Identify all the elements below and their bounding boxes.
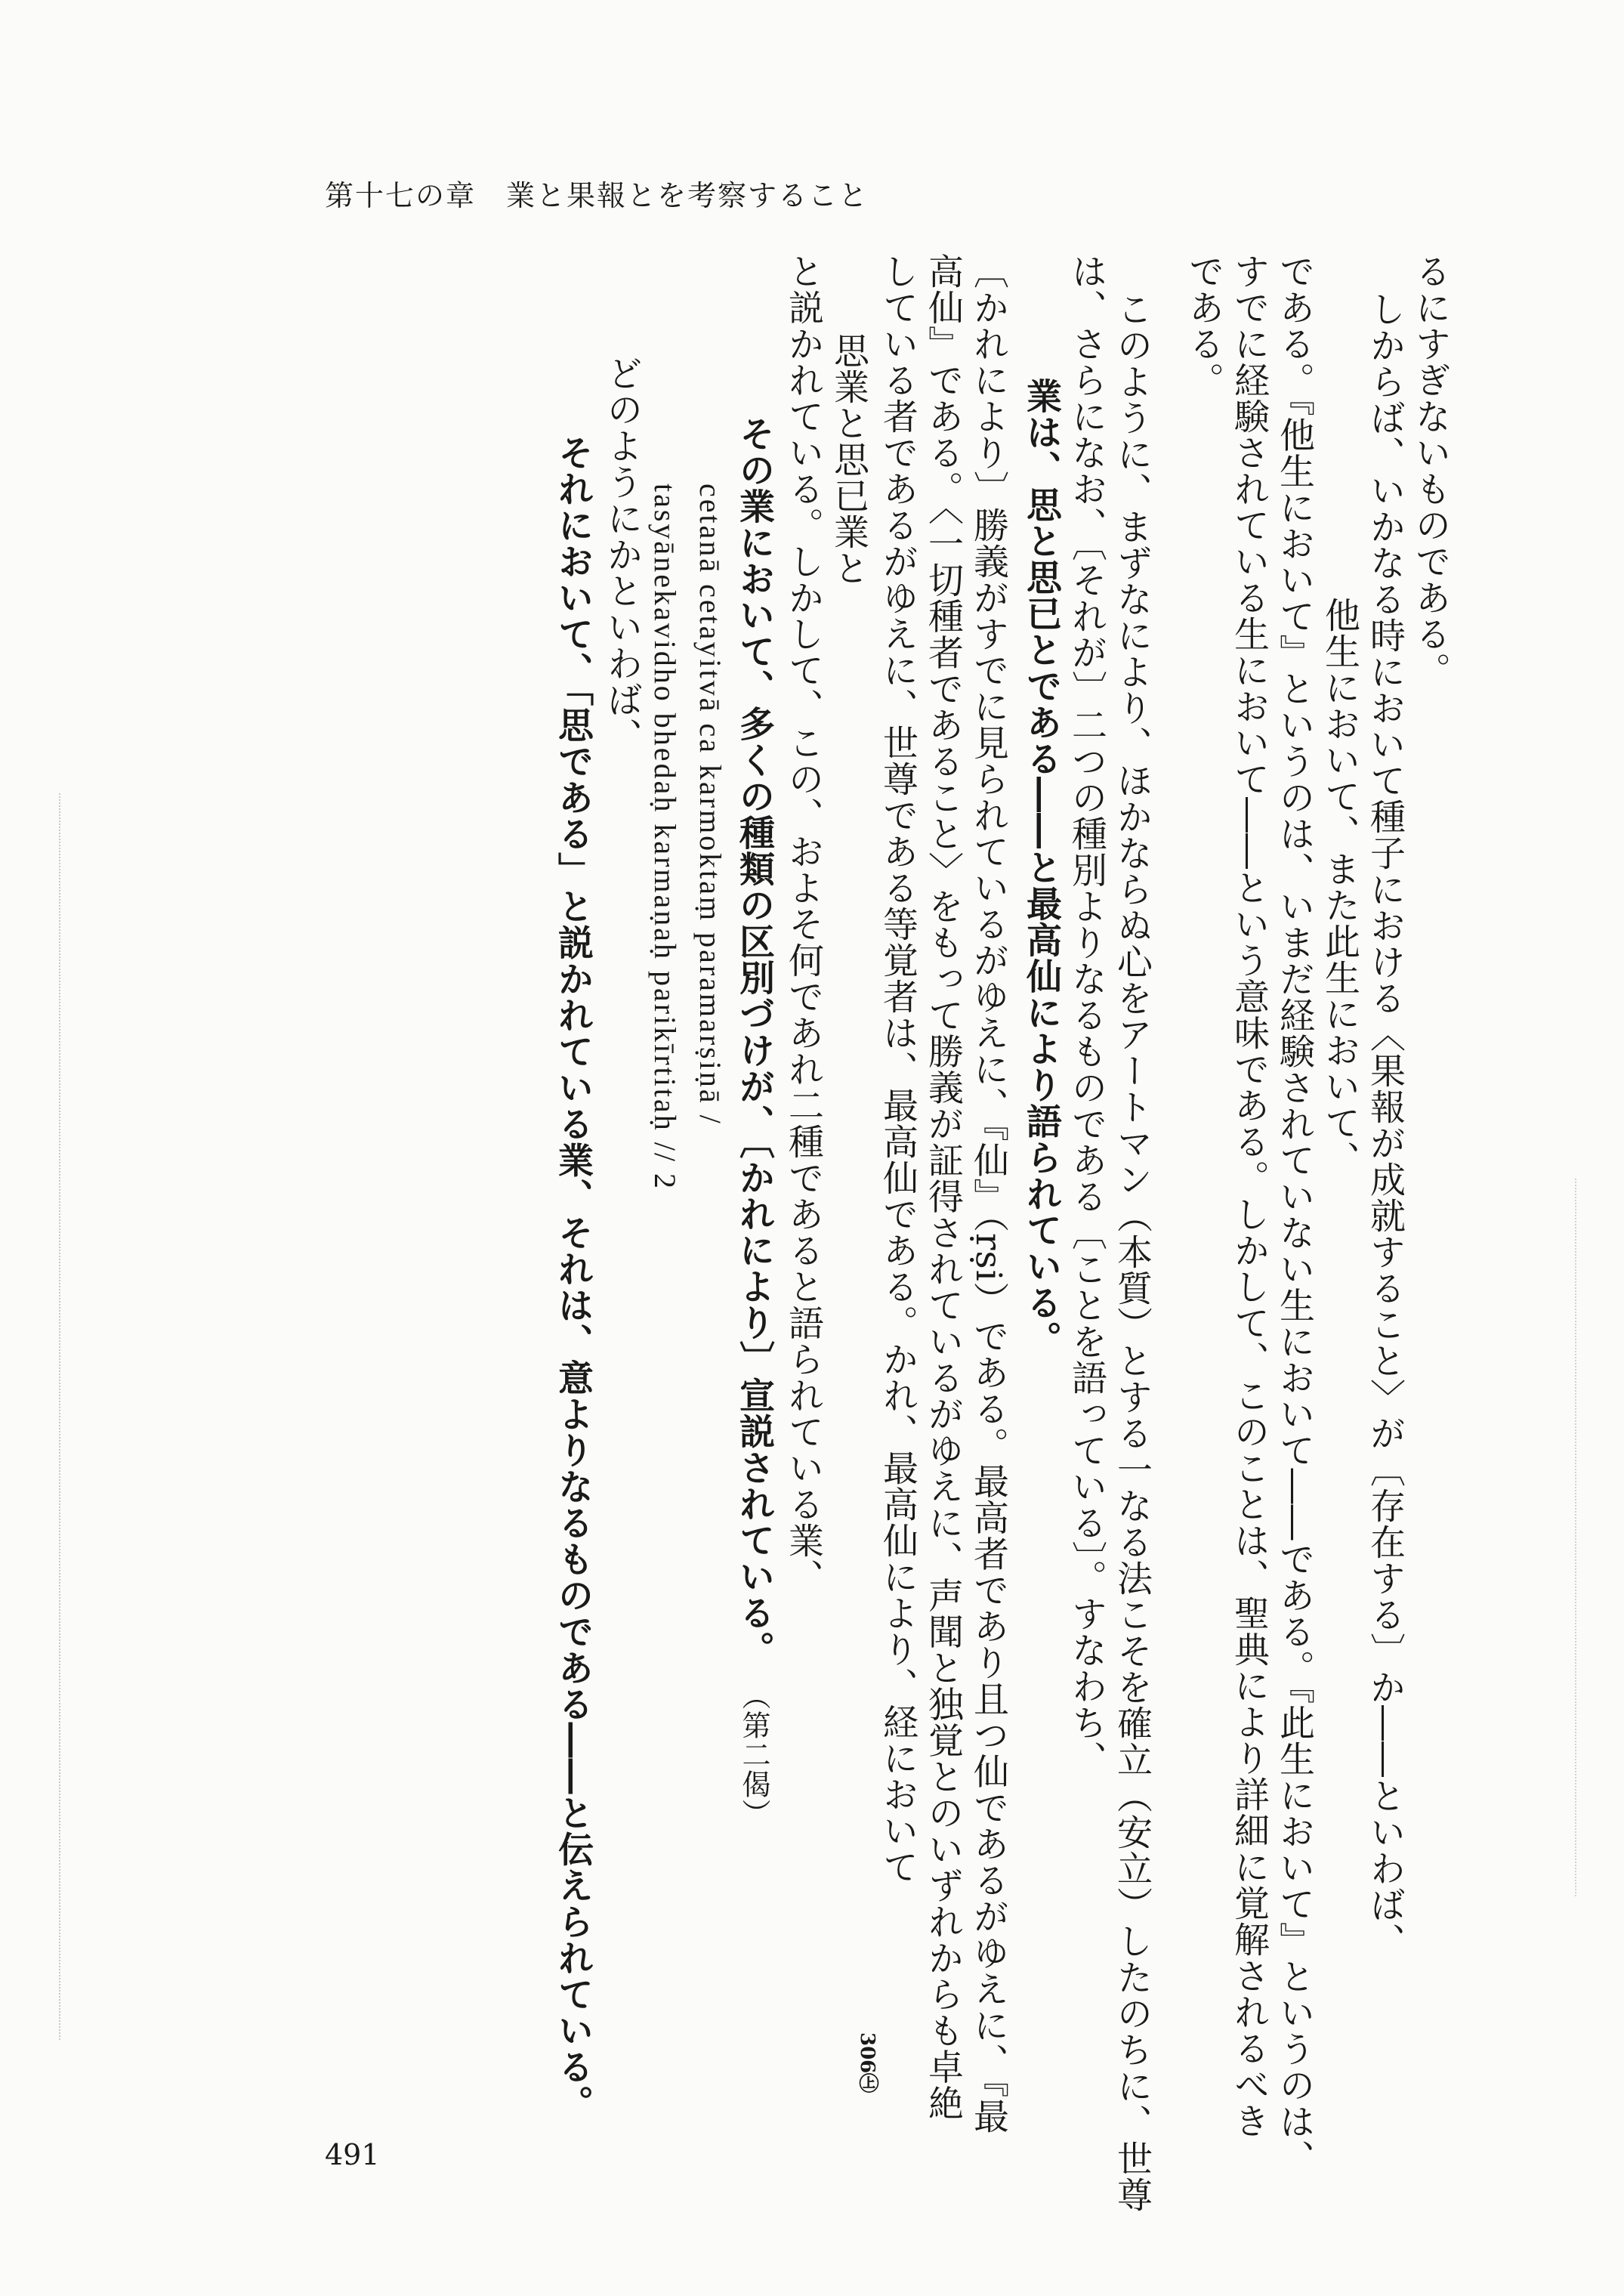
text-column: それにおいて、「思である」と説かれている業、それは、意よりなるものである――と伝えられている。 (552, 434, 594, 2121)
running-header: 第十七の章 業と果報とを考察すること (325, 179, 869, 212)
text-column: 高仙』である。〈一切種者であること〉をもって勝義が証得されているがゆえに、声聞と独覚とのいずれからも卓絶 (922, 253, 964, 2121)
text-column: tasyānekavidho bhedaḥ karmaṇaḥ parikīrtitaḥ // 2 (648, 484, 682, 1191)
text-column: すでに経験されている生において――という意味である。しかして、このことは、聖典により詳細に覚解されるべき (1228, 253, 1270, 2139)
text-column: cetanā cetayitvā ca karmoktaṃ paramarṣiṇā / (693, 484, 727, 1126)
text-column: 業は、思と思已とである――と最高仙により語られている。 (1020, 378, 1062, 1357)
text-column: その業において、多くの種類の区別づけが、〔かれにより〕宣説されている。 (733, 416, 775, 1667)
text-column: である。『他生において』というのは、いまだ経験されていない生において――である。『此生において』というのは、 (1274, 253, 1315, 2176)
text-column: （第二偈） (737, 1681, 770, 1828)
text-column: どのようにかといわば、 (601, 355, 643, 754)
text-column: 〔かれにより〕勝義がすでに見られているがゆえに、『仙』（ṛṣi）である。最高者であり且つ仙であるがゆえに、『最 (968, 253, 1009, 2135)
text-column: 他生において、また此生において、 (1319, 597, 1360, 1177)
page-number: 491 (325, 2138, 380, 2171)
text-column: である。 (1183, 253, 1224, 398)
text-column: している者であるがゆえに、世尊である等覚者は、最高仙である。かれ、最高仙により、経において (877, 253, 919, 1885)
text-column: しからば、いかなる時において種子における〈果報が成就すること〉が〔存在する〕か――といわば、 (1364, 291, 1406, 1959)
text-column: と説かれている。しかして、この、およそ何であれ二種であると語られている業、 (783, 253, 824, 1595)
text-column: るにすぎないものである。 (1409, 253, 1451, 688)
text-column: 思業と思已業と (828, 332, 869, 586)
text-column: は、さらになお、〔それが〕二つの種別よりなるものである〔ことを語っている〕。すなわち、 (1066, 253, 1107, 1777)
scan-artifact-line (59, 793, 60, 2040)
margin-reference-mark: 306㊤ (856, 2032, 878, 2094)
scan-artifact-line (1575, 1179, 1576, 1896)
text-column: このように、まずなにより、ほかならぬ心をアートマン（本質）とする一なる法こそを確立（安立）したのちに、世尊 (1111, 291, 1153, 2213)
